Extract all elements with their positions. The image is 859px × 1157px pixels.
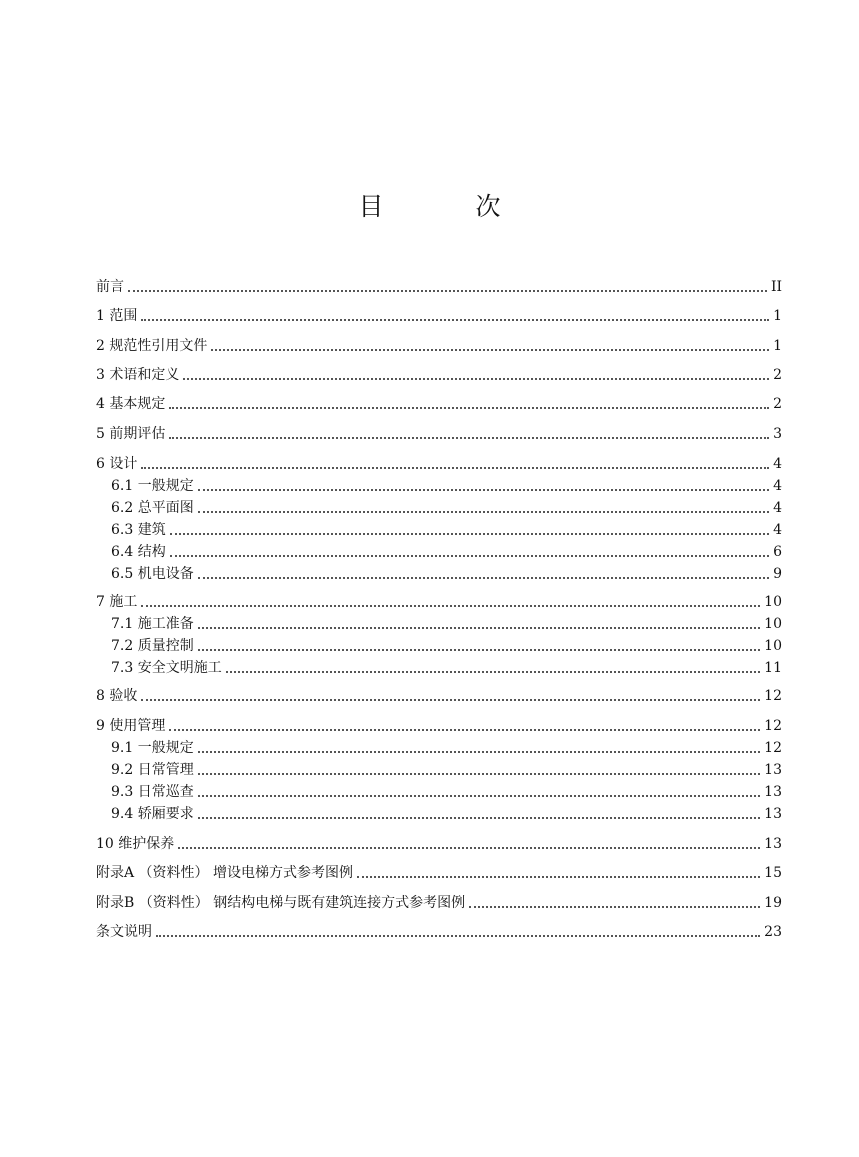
toc-page-number: 2 (773, 396, 782, 412)
toc-dot-leader (169, 437, 769, 439)
toc-page-number: 13 (764, 836, 782, 852)
toc-dot-leader (357, 876, 760, 878)
toc-dot-leader (170, 533, 769, 535)
toc-entry[interactable] (96, 391, 782, 413)
toc-dot-leader (183, 378, 769, 380)
toc-entry[interactable] (96, 890, 782, 912)
toc-entry-label: 6.2 总平面图 (111, 500, 194, 516)
toc-page-number: 15 (764, 865, 782, 881)
toc-page-number: 10 (764, 594, 782, 610)
toc-entry[interactable] (111, 561, 782, 583)
toc-entry[interactable] (111, 611, 782, 633)
toc-entry[interactable] (111, 539, 782, 561)
toc-page-number: 1 (773, 338, 782, 354)
toc-entry-label: 6.3 建筑 (111, 522, 166, 538)
toc-entry[interactable] (111, 517, 782, 539)
toc-entry-label: 9 使用管理 (96, 718, 166, 734)
page-title: 目 次 (358, 192, 543, 221)
toc-dot-leader (170, 555, 769, 557)
toc-page-number: 13 (764, 762, 782, 778)
toc-page-number: II (770, 279, 782, 295)
toc-entry-label: 8 验收 (96, 688, 138, 704)
toc-entry[interactable] (111, 473, 782, 495)
toc-page-number: 12 (764, 718, 782, 734)
toc-entry-label: 3 术语和定义 (96, 367, 180, 383)
toc-entry-label: 7.3 安全文明施工 (111, 660, 222, 676)
toc-entry[interactable] (111, 757, 782, 779)
toc-dot-leader (226, 671, 760, 673)
toc-dot-leader (198, 795, 760, 797)
toc-page-number: 4 (773, 478, 782, 494)
toc-dot-leader (198, 577, 769, 579)
toc-dot-leader (198, 627, 760, 629)
toc-entry[interactable] (96, 713, 782, 735)
toc-dot-leader (198, 649, 760, 651)
toc-entry-label: 6.4 结构 (111, 544, 166, 560)
toc-entry[interactable] (111, 633, 782, 655)
toc-dot-leader (169, 407, 769, 409)
toc-page-number: 9 (773, 566, 782, 582)
toc-entry-label: 1 范围 (96, 308, 138, 324)
toc-entry[interactable] (111, 801, 782, 823)
toc-dot-leader (211, 349, 769, 351)
toc-dot-leader (128, 290, 767, 292)
toc-entry-label: 7.1 施工准备 (111, 616, 194, 632)
toc-dot-leader (178, 847, 760, 849)
toc-entry-label: 6.1 一般规定 (111, 478, 194, 494)
toc-entry[interactable] (96, 831, 782, 853)
toc-dot-leader (198, 817, 760, 819)
toc-entry-label: 5 前期评估 (96, 426, 166, 442)
toc-entry-label: 前言 (96, 279, 124, 295)
toc-entry[interactable] (96, 683, 782, 705)
toc-dot-leader (141, 605, 760, 607)
toc-dot-leader (198, 773, 760, 775)
toc-dot-leader (198, 489, 769, 491)
toc-page-number: 2 (773, 367, 782, 383)
toc-entry[interactable] (96, 333, 782, 355)
toc-entry[interactable] (96, 919, 782, 941)
toc-entry-label: 9.2 日常管理 (111, 762, 194, 778)
toc-page-number: 4 (773, 456, 782, 472)
toc-entry-label: 9.3 日常巡查 (111, 784, 194, 800)
toc-entry-label: 2 规范性引用文件 (96, 338, 208, 354)
toc-page-number: 12 (764, 688, 782, 704)
toc-page-number: 1 (773, 308, 782, 324)
toc-entry-label: 条文说明 (96, 924, 152, 940)
toc-dot-leader (198, 511, 769, 513)
toc-entry[interactable] (111, 779, 782, 801)
toc-page-number: 4 (773, 522, 782, 538)
toc-entry[interactable] (96, 274, 782, 296)
toc-page-number: 11 (764, 660, 782, 676)
toc-dot-leader (469, 906, 760, 908)
toc-entry-label: 9.4 轿厢要求 (111, 806, 194, 822)
toc-page-number: 4 (773, 500, 782, 516)
toc-entry-label: 7 施工 (96, 594, 138, 610)
toc-entry-label: 7.2 质量控制 (111, 638, 194, 654)
toc-entry[interactable] (96, 589, 782, 611)
toc-entry[interactable] (96, 860, 782, 882)
toc-page-number: 12 (764, 740, 782, 756)
toc-page-number: 10 (764, 616, 782, 632)
toc-dot-leader (169, 729, 760, 731)
toc-entry-label: 10 维护保养 (96, 836, 175, 852)
toc-page-number: 23 (764, 924, 782, 940)
toc-page-number: 13 (764, 784, 782, 800)
toc-entry[interactable] (96, 451, 782, 473)
toc-page-number: 6 (773, 544, 782, 560)
toc-dot-leader (141, 319, 769, 321)
toc-entry[interactable] (96, 362, 782, 384)
toc-entry-label: 附录A （资料性） 增设电梯方式参考图例 (96, 865, 354, 881)
toc-entry-label: 9.1 一般规定 (111, 740, 194, 756)
toc-dot-leader (198, 751, 760, 753)
toc-dot-leader (156, 935, 760, 937)
toc-dot-leader (141, 699, 760, 701)
toc-entry-label: 6 设计 (96, 456, 138, 472)
toc-entry[interactable] (111, 495, 782, 517)
toc-entry-label: 4 基本规定 (96, 396, 166, 412)
toc-page-number: 3 (773, 426, 782, 442)
toc-entry-label: 附录B （资料性） 钢结构电梯与既有建筑连接方式参考图例 (96, 895, 466, 911)
toc-entry[interactable] (96, 421, 782, 443)
toc-dot-leader (141, 467, 769, 469)
toc-entry[interactable] (96, 303, 782, 325)
toc-page-number: 10 (764, 638, 782, 654)
toc-entry[interactable] (111, 735, 782, 757)
toc-entry[interactable] (111, 655, 782, 677)
toc-entry-label: 6.5 机电设备 (111, 566, 194, 582)
toc-page-number: 13 (764, 806, 782, 822)
toc-page-number: 19 (764, 895, 782, 911)
